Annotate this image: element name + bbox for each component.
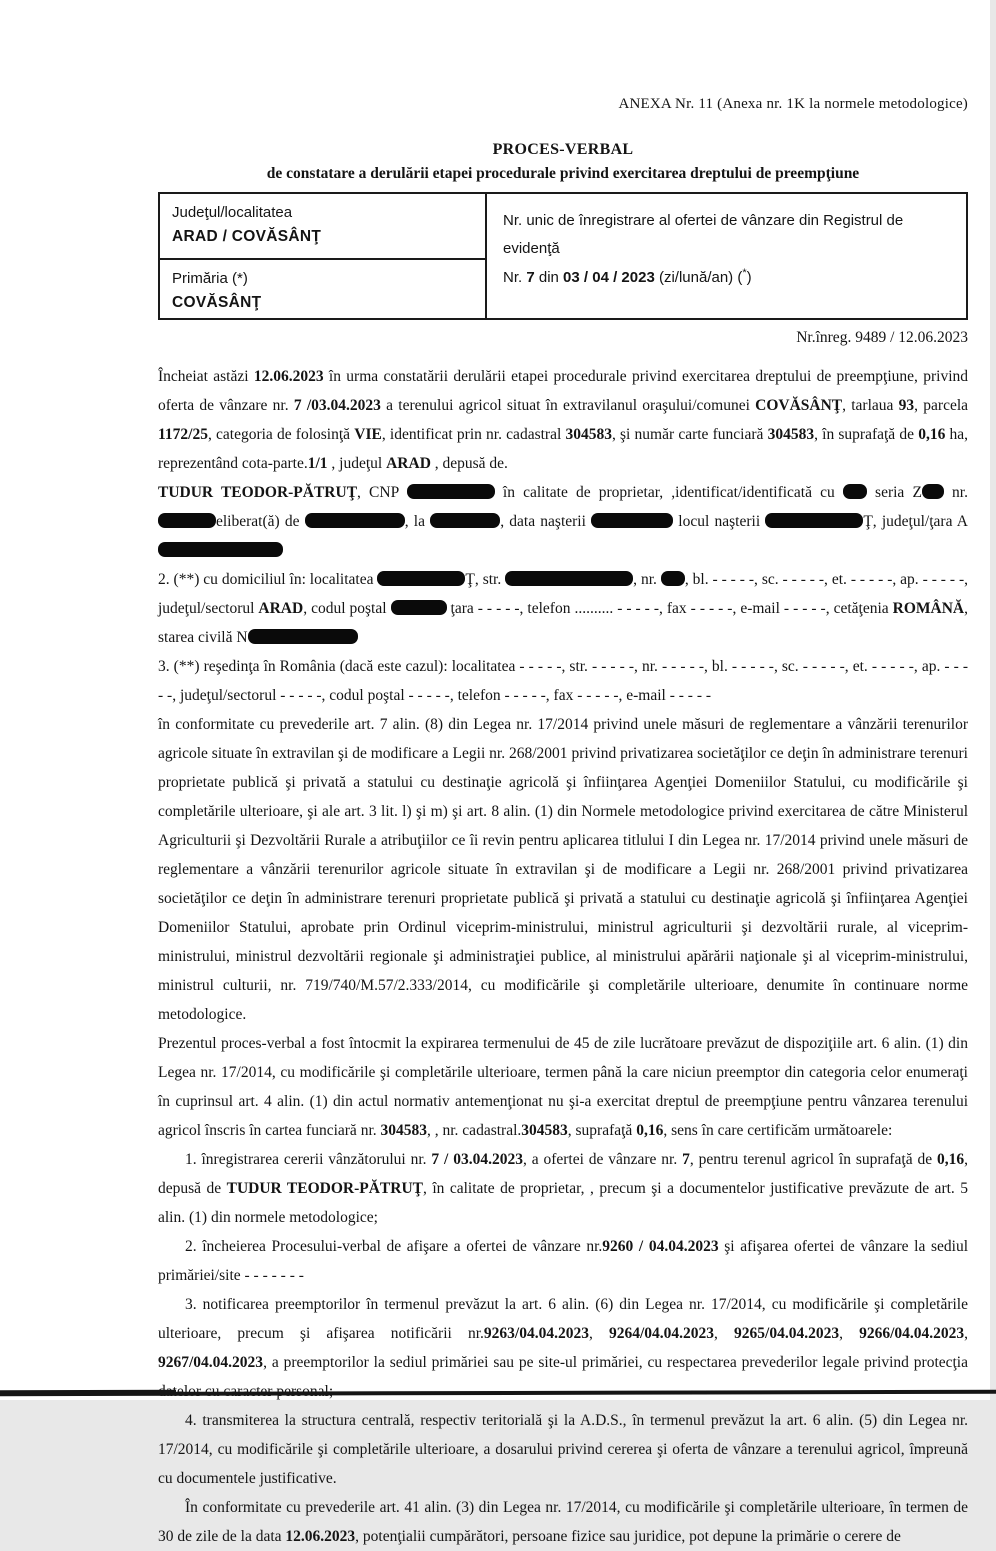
text-segment: , CNP	[357, 484, 407, 501]
text-segment: 2. (**) cu domiciliul în: localitatea	[158, 571, 378, 588]
redaction	[158, 542, 283, 557]
item-3-paragraph	[158, 1290, 968, 1406]
document-subtitle: de constatare a derulării etapei procedurale privind exercitarea dreptului de preempţiune	[266, 165, 860, 182]
text-segment: , şi număr carte funciară	[611, 426, 768, 443]
text-segment: 0,16	[636, 1122, 664, 1139]
text-segment: 9260 / 04.04.2023	[602, 1238, 719, 1255]
text-segment: , starea civilă N	[158, 600, 968, 646]
text-segment: 93	[898, 397, 915, 414]
residence-paragraph	[158, 652, 968, 710]
text-segment: , categoria de folosinţă	[207, 426, 355, 443]
text-segment: (zi/lună/an) (	[654, 269, 743, 286]
text-segment: , data naşterii	[500, 513, 592, 530]
registration-number-line	[503, 264, 950, 292]
text-segment: ARAD	[258, 600, 304, 617]
text-segment: 304583	[380, 1122, 427, 1139]
registry-entry-number: Nr.înreg. 9489 / 12.06.2023	[796, 329, 968, 346]
text-segment: ,	[714, 1325, 735, 1342]
registration-label: Nr. unic de înregistrare al ofertei de vânzare din Registrul de evidenţă	[503, 212, 904, 257]
text-segment: Ţ, judeţul/ţara A	[863, 513, 968, 530]
text-segment: TUDUR TEODOR-PĂTRUŢ	[158, 484, 358, 501]
text-segment: , la	[404, 513, 431, 530]
text-segment: 12.06.2023	[253, 368, 324, 385]
text-segment: În conformitate cu prevederile art. 41 alin. (3) din Legea nr. 17/2014, cu modificările şi completările ulterioare, în termen de 30 de zile de la data	[158, 1499, 968, 1545]
certification-paragraph	[158, 1029, 968, 1145]
text-segment: şi afişarea ofertei de vânzare la sediul primăriei/site - - - - - - -	[158, 1238, 969, 1284]
text-segment: , , nr. cadastral.	[427, 1122, 522, 1139]
text-segment: , în calitate de proprietar, , precum şi a documentelor justificative prevăzute de art. 5 alin. (1) din normele metodologice;	[158, 1180, 969, 1226]
text-segment: 2. încheierea Procesului-verbal de afişare a ofertei de vânzare nr.	[185, 1238, 603, 1255]
text-segment: în conformitate cu prevederile art. 7 alin. (8) din Legea nr. 17/2014 privind unele măsuri de reglementare a vânzării terenurilor agricole situate în extravilan şi de modificare a Legii nr. 268/2001 privind privatizarea societăţilor ce deţin în administrare terenuri proprietate publică şi privată a statului cu destinaţie agricolă şi înfiinţarea Agenţiei Domeniilor Statului, cu modificările şi completările ulterioare, şi ale art. 3 lit. l) şi m) şi art. 8 alin. (1) din Normele metodologice privind exercitarea de către Ministerul Agriculturii şi Dezvoltării Rurale a atribuţiilor ce îi revin pentru aplicarea titlului I din Legea nr. 17/2014 privind unele măsuri de reglementare a vânzării terenurilor agricole situate în extravilan şi de modificare a Legii nr. 268/2001 privind privatizarea societăţilor ce deţin în administrare terenuri proprietate publică şi privată a statului cu destinaţie agricolă şi înfiinţarea Agenţiei Domeniilor Statului, aprobate prin Ordinul viceprim-ministrului, ministrul agriculturii şi dezvoltării rurale, al viceprim-ministrului, ministrul dezvoltării regionale şi administraţiei publice, al ministrului apărării naţionale şi al viceprim-ministrului, ministrul culturii, nr. 719/740/M.57/2.333/2014, cu modificările şi completările ulterioare, denumite în continuare norme metodologice.	[158, 716, 968, 1023]
text-segment: 304583	[767, 426, 815, 443]
county-value: ARAD / COVĂSÂNŢ	[172, 228, 322, 245]
text-segment: , bl. - - - - -, sc. - - - - -, et. - - - - -, ap. - - - - -, judeţul/sectorul	[158, 571, 968, 617]
text-segment: 0,16	[937, 1151, 965, 1168]
text-segment: ,	[839, 1325, 860, 1342]
text-segment: 304583	[521, 1122, 568, 1139]
text-segment: , nr.	[633, 571, 661, 588]
text-segment: 7 / 03.04.2023	[431, 1151, 523, 1168]
text-segment: , pentru terenul agricol în suprafaţă de	[689, 1151, 937, 1168]
text-segment: 4. transmiterea la structura centrală, respectiv teritorială şi la A.D.S., în termenul prevăzut la art. 6 alin. (5) din Legea nr. 17/2014, cu modificările şi completările ulterioare, a dosarului privind cererea şi oferta de vânzare a terenului agricol, împreună cu documentele justificative.	[158, 1412, 968, 1487]
item-1-paragraph	[158, 1145, 968, 1232]
domicile-paragraph	[158, 565, 968, 652]
text-segment: , depusă de.	[430, 455, 508, 472]
redaction	[305, 513, 405, 528]
text-segment: 9267/04.04.2023	[158, 1354, 264, 1371]
text-segment: , parcela	[914, 397, 969, 414]
legal-basis-paragraph	[158, 710, 968, 1029]
item-2-paragraph	[158, 1232, 968, 1290]
table-cell-county	[160, 194, 485, 260]
redaction	[430, 513, 500, 528]
text-segment: 1/1	[307, 455, 328, 472]
text-segment: , identificat prin nr. cadastral	[381, 426, 566, 443]
text-segment: COVĂSÂNŢ	[755, 397, 843, 414]
text-segment: eliberat(ă) de	[216, 513, 305, 530]
table-cell-cityhall	[160, 260, 485, 318]
text-segment: 1. înregistrarea cererii vânzătorului nr.	[185, 1151, 432, 1168]
text-segment: seria Z	[866, 484, 922, 501]
redaction	[661, 571, 685, 586]
text-segment: 1172/25	[158, 426, 208, 443]
closing-paragraph	[158, 1493, 968, 1551]
text-segment: 7	[682, 1151, 690, 1168]
text-segment: 304583	[565, 426, 612, 443]
redaction	[391, 600, 447, 615]
text-segment: 7 /03.04.2023	[293, 397, 381, 414]
document-body	[158, 362, 968, 1551]
text-segment: ,	[964, 1325, 969, 1342]
table-cell-registration	[485, 194, 966, 318]
text-segment: 0,16	[918, 426, 946, 443]
redaction	[248, 629, 358, 644]
text-segment: 03 / 04 / 2023	[563, 269, 655, 286]
text-segment: în urma constatării derulării etapei procedurale privind exercitarea dreptului de preempţiune, privind oferta de vânzare nr.	[158, 368, 968, 414]
text-segment: , judeţul	[327, 455, 387, 472]
header-table-left-column	[160, 194, 485, 318]
text-segment: 9266/04.04.2023	[859, 1325, 965, 1342]
text-segment: ARAD	[386, 455, 431, 472]
text-segment: ROMÂNĂ	[892, 600, 965, 617]
text-segment: Încheiat astăzi	[158, 368, 254, 385]
text-segment: , suprafaţă	[567, 1122, 637, 1139]
text-segment: , a preemptorilor la sediul primăriei sau pe site-ul primăriei, cu respectarea prevederilor legale privind protecţia	[263, 1354, 968, 1371]
redaction	[505, 571, 633, 586]
county-label: Judeţul/localitatea	[172, 204, 293, 221]
text-segment: , în suprafaţă de	[814, 426, 919, 443]
cityhall-value: COVĂSÂNŢ	[172, 294, 262, 311]
text-segment: în calitate de proprietar, ,identificat/identificată cu	[494, 484, 843, 501]
redaction	[158, 513, 216, 528]
text-segment: )	[746, 269, 752, 286]
text-segment: Prezentul proces-verbal a fost întocmit la expirarea termenului de 45 de zile lucrătoare prevăzut de dispoziţiile art. 6 alin. (1) din Legea nr. 17/2014, cu modificările şi completările ulterioare, termen până la care niciun preemptor din categoria celor enumeraţi în cuprinsul art. 4 alin. (1) din actul normativ antemenţionat nu şi-a exercitat dreptul de preempţiune pentru vânzarea terenului agricol înscris în cartea funciară nr.	[158, 1035, 968, 1139]
anexa-note: ANEXA Nr. 11 (Anexa nr. 1K la normele metodologice)	[618, 96, 968, 112]
text-segment: a terenului agricol situat în extravilanul oraşului/comunei	[380, 397, 756, 414]
text-segment: ,	[588, 1325, 609, 1342]
text-segment: 7	[526, 269, 535, 286]
text-segment: 12.06.2023	[285, 1528, 356, 1545]
text-segment: , potenţialii cumpărători, persoane fizice sau juridice, pot depune la primărie o cerere de	[355, 1528, 901, 1545]
text-segment: VIE	[354, 426, 382, 443]
redaction	[407, 484, 495, 499]
owner-paragraph	[158, 478, 968, 565]
redaction	[765, 513, 863, 528]
text-segment: , tarlaua	[842, 397, 899, 414]
text-segment: 3. (**) reşedinţa în România (dacă este cazul): localitatea - - - - -, str. - - - - -, nr. - - - - -, bl. - - - - -, sc. - - - - -, et. - - - - -, ap. - - - - -, judeţul/sectorul - - - - -, codul poştal - - - - -, telefon - - - - -, fax - - - - -, e-mail - - - - -	[158, 658, 968, 704]
text-segment: 9263/04.04.2023	[483, 1325, 589, 1342]
header-table	[158, 192, 968, 320]
text-segment: din	[534, 269, 564, 286]
text-segment: ţara - - - - -, telefon .......... - - - - -, fax - - - - -, e-mail - - - - -, cetăţenia	[446, 600, 893, 617]
text-segment: TUDUR TEODOR-PĂTRUŢ	[226, 1180, 423, 1197]
text-segment: , a ofertei de vânzare nr.	[522, 1151, 683, 1168]
text-segment: Nr.	[503, 269, 527, 286]
text-segment: , depusă de	[158, 1151, 968, 1197]
redaction	[843, 484, 867, 499]
text-segment: Ţ, str.	[465, 571, 506, 588]
redaction	[922, 484, 944, 499]
item-4-paragraph	[158, 1406, 968, 1493]
text-segment: 9264/04.04.2023	[608, 1325, 715, 1342]
text-segment: 3. notificarea preemptorilor în termenul prevăzut la art. 6 alin. (6) din Legea nr. 17/2014, cu modificările şi completările ulterioare, precum şi afişarea notificării nr.	[158, 1296, 968, 1342]
text-segment: , codul poştal	[303, 600, 391, 617]
intro-paragraph	[158, 362, 968, 478]
text-segment: nr.	[943, 484, 968, 501]
text-segment: ha, reprezentând cota-parte.	[158, 426, 969, 472]
text-segment: locul naşterii	[673, 513, 766, 530]
text-segment: 9265/04.04.2023	[734, 1325, 840, 1342]
cityhall-label: Primăria (*)	[172, 270, 248, 287]
document-title: PROCES-VERBAL	[492, 141, 634, 158]
redaction	[377, 571, 465, 586]
redaction	[591, 513, 673, 528]
text-segment: *	[742, 267, 747, 279]
text-segment: , sens în care certificăm următoarele:	[663, 1122, 893, 1139]
